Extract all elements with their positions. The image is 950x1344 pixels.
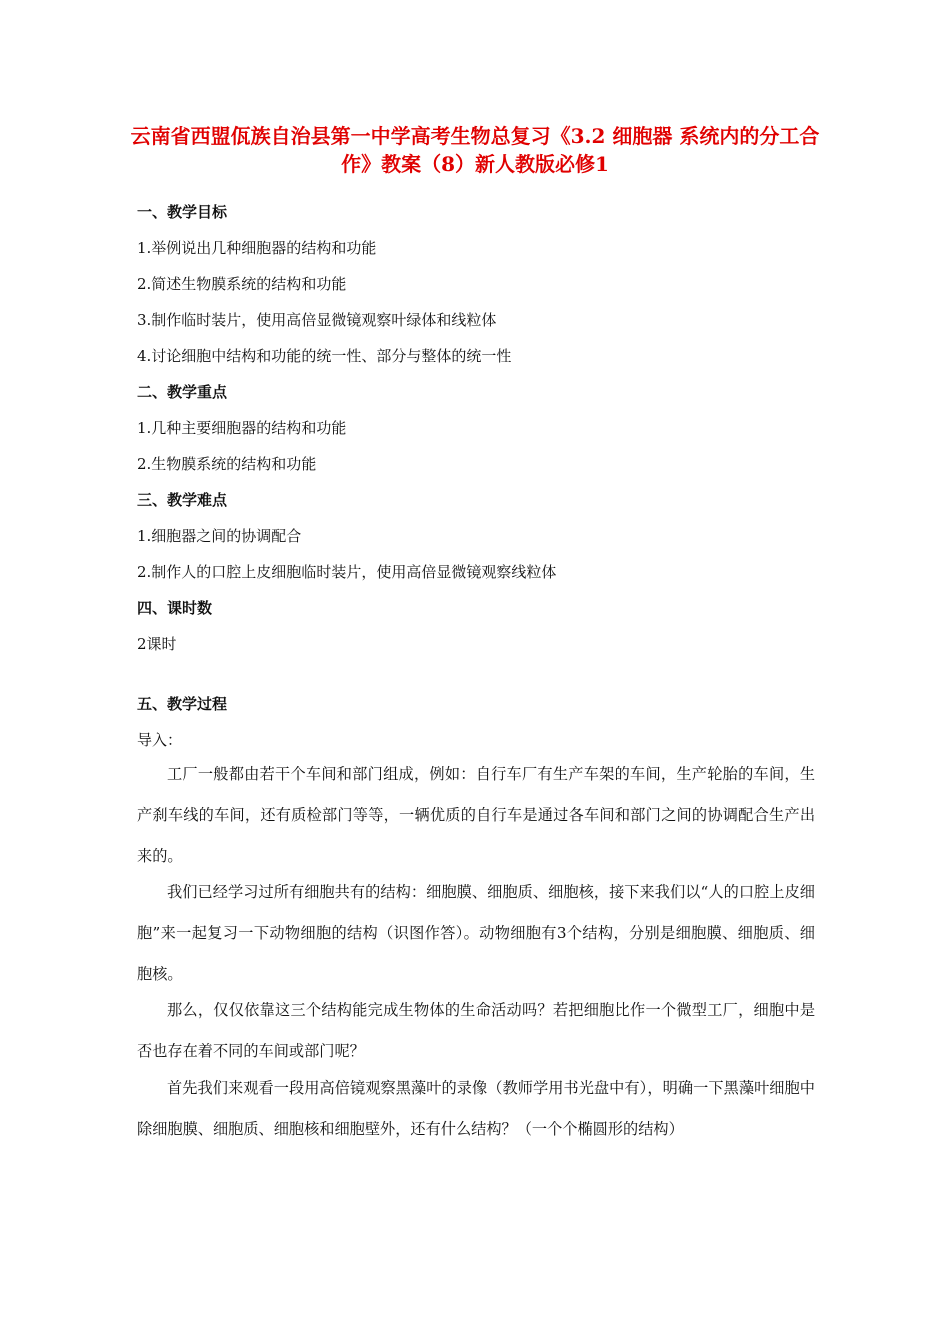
paragraph-factory: 工厂一般都由若干个车间和部门组成，例如：自行车厂有生产车架的车间，生产轮胎的车间，生产刹车线的车间，还有质检部门等等，一辆优质的自行车是通过各车间和部门之间的协调配合生产出来的。 (137, 765, 815, 865)
section-heading-class-hours: 四、课时数 (137, 599, 213, 617)
paragraph-video: 首先我们来观看一段用高倍镜观察黑藻叶的录像（教师学用书光盘中有），明确一下黑藻叶细胞中除细胞膜、细胞质、细胞核和细胞壁外，还有什么结构？（一个个椭圆形的结构） (137, 1079, 815, 1138)
objective-item-3: 3.制作临时装片，使用高倍显微镜观察叶绿体和线粒体 (137, 311, 497, 329)
document-title: 云南省西盟佤族自治县第一中学高考生物总复习《3.2 细胞器 系统内的分工合作》教案（8）新人教版必修1 (130, 124, 820, 176)
section-heading-process: 五、教学过程 (137, 695, 228, 713)
key-point-item-2: 2.生物膜系统的结构和功能 (137, 455, 317, 473)
objective-item-2: 2.简述生物膜系统的结构和功能 (137, 275, 347, 293)
paragraph-cell-structure: 我们已经学习过所有细胞共有的结构：细胞膜、细胞质、细胞核，接下来我们以“人的口腔上皮细胞”来一起复习一下动物细胞的结构（识图作答）。动物细胞有3个结构，分别是细胞膜、细胞质、细胞核。 (137, 883, 815, 983)
class-hours-value: 2课时 (137, 635, 177, 653)
difficulty-item-2: 2.制作人的口腔上皮细胞临时装片，使用高倍显微镜观察线粒体 (137, 563, 557, 581)
key-point-item-1: 1.几种主要细胞器的结构和功能 (137, 419, 347, 437)
difficulty-item-1: 1.细胞器之间的协调配合 (137, 527, 302, 545)
section-heading-objectives: 一、教学目标 (137, 203, 228, 221)
objective-item-4: 4.讨论细胞中结构和功能的统一性、部分与整体的统一性 (137, 347, 512, 365)
section-heading-key-points: 二、教学重点 (137, 383, 228, 401)
objective-item-1: 1.举例说出几种细胞器的结构和功能 (137, 239, 377, 257)
paragraph-question: 那么，仅仅依靠这三个结构能完成生物体的生命活动吗？若把细胞比作一个微型工厂，细胞中是否也存在着不同的车间或部门呢？ (137, 1001, 815, 1060)
section-heading-difficulties: 三、教学难点 (137, 491, 228, 509)
process-intro-label: 导入： (137, 731, 183, 749)
